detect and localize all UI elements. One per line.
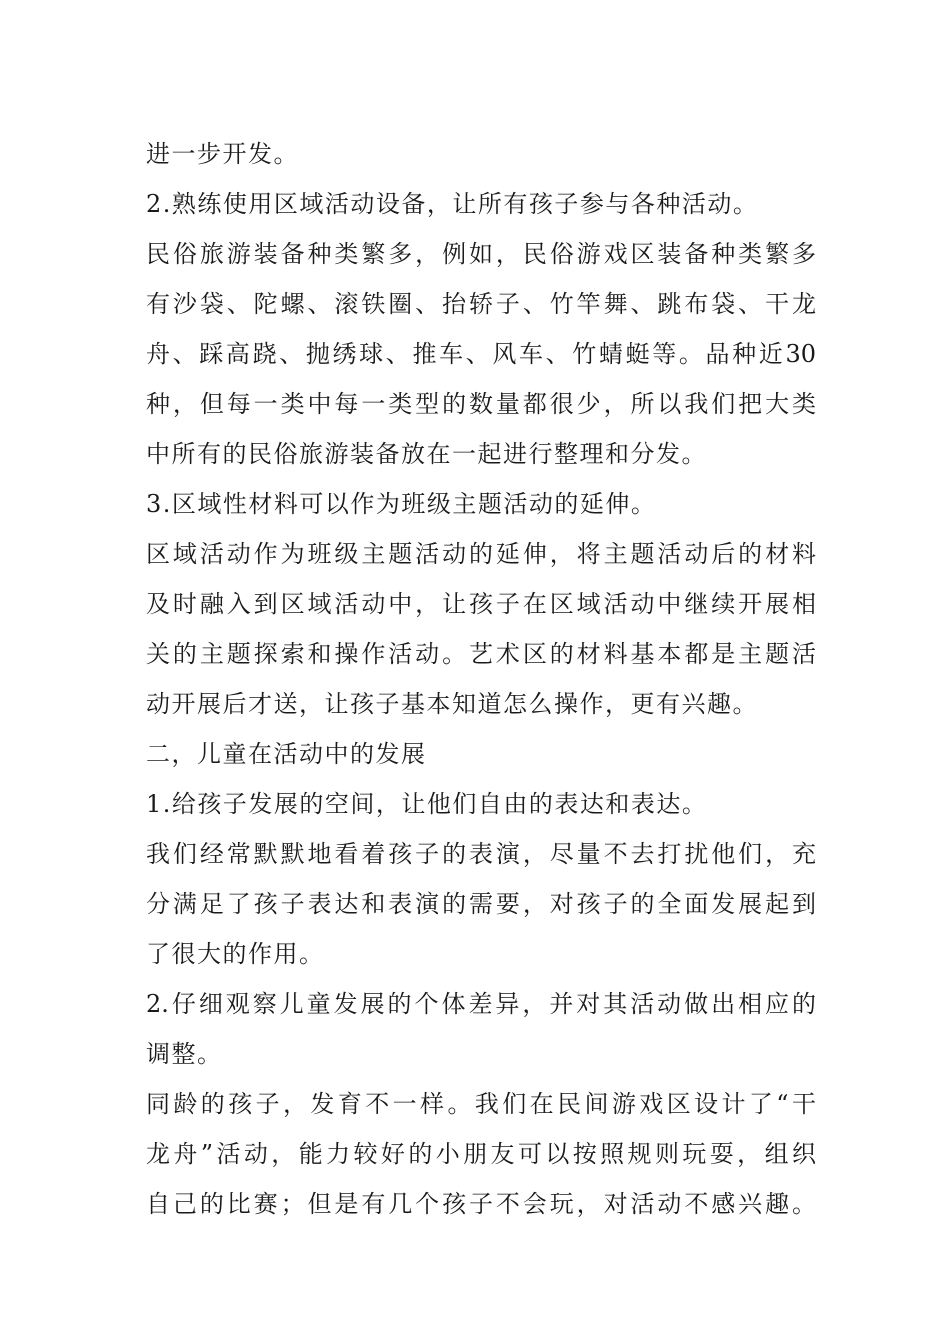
text-line: 分满足了孩子表达和表演的需要，对孩子的全面发展起到: [146, 890, 816, 918]
text-line: 关的主题探索和操作活动。艺术区的材料基本都是主题活: [146, 640, 816, 668]
text-line: 有沙袋、陀螺、滚铁圈、抬轿子、竹竿舞、跳布袋、干龙: [146, 290, 816, 318]
section-heading: 二，儿童在活动中的发展: [146, 740, 427, 768]
list-item-heading: 3.区域性材料可以作为班级主题活动的延伸。: [146, 490, 657, 518]
text-line: 进一步开发。: [146, 140, 299, 168]
text-line: 动开展后才送，让孩子基本知道怎么操作，更有兴趣。: [146, 690, 758, 718]
text-line: 舟、踩高跷、抛绣球、推车、风车、竹蜻蜓等。品种近30: [146, 340, 816, 368]
text-line: 及时融入到区域活动中，让孩子在区域活动中继续开展相: [146, 590, 816, 618]
text-line: 自己的比赛；但是有几个孩子不会玩，对活动不感兴趣。: [146, 1190, 816, 1218]
text-line: 中所有的民俗旅游装备放在一起进行整理和分发。: [146, 440, 707, 468]
text-line: 区域活动作为班级主题活动的延伸，将主题活动后的材料: [146, 540, 816, 568]
text-line: 种，但每一类中每一类型的数量都很少，所以我们把大类: [146, 390, 816, 418]
list-item-heading: 2.熟练使用区域活动设备，让所有孩子参与各种活动。: [146, 190, 759, 218]
text-line: 同龄的孩子，发育不一样。我们在民间游戏区设计了“干: [146, 1090, 816, 1118]
list-item-heading: 1.给孩子发展的空间，让他们自由的表达和表达。: [146, 790, 708, 818]
text-line: 了很大的作用。: [146, 940, 325, 968]
text-line: 我们经常默默地看着孩子的表演，尽量不去打扰他们，充: [146, 840, 816, 868]
list-item-heading: 调整。: [146, 1040, 223, 1068]
list-item-heading: 2.仔细观察儿童发展的个体差异，并对其活动做出相应的: [146, 990, 816, 1018]
text-line: 龙舟”活动，能力较好的小朋友可以按照规则玩耍，组织: [146, 1140, 816, 1168]
text-line: 民俗旅游装备种类繁多，例如，民俗游戏区装备种类繁多: [146, 240, 816, 268]
